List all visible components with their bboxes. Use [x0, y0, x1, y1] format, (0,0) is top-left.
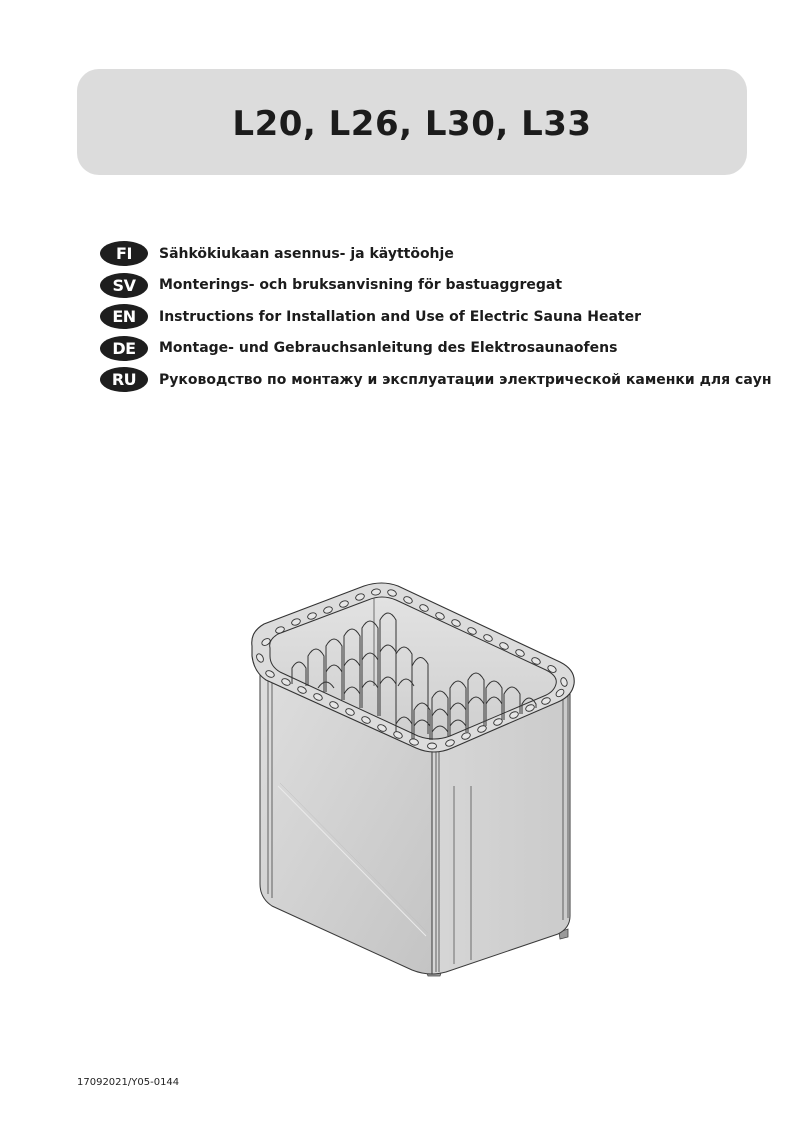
language-title-de: Montage- und Gebrauchsanleitung des Elektrosaunaofens [159, 340, 618, 357]
language-list [100, 238, 772, 396]
language-badge-en: EN [100, 304, 148, 329]
language-title-ru: Руководство по монтажу и эксплуатации электрической каменки для саун [159, 371, 772, 388]
sauna-heater-illustration [246, 576, 582, 984]
title-box [77, 69, 747, 175]
language-badge-fi: FI [100, 241, 148, 266]
language-row-ru [100, 364, 772, 396]
language-title-en: Instructions for Installation and Use of Electric Sauna Heater [159, 308, 642, 325]
language-title-sv: Monterings- och bruksanvisning för bastuaggregat [159, 277, 563, 294]
language-row-sv [100, 270, 760, 302]
language-title-fi: Sähkökiukaan asennus- ja käyttöohje [159, 245, 454, 262]
sauna-heater-icon [246, 576, 582, 984]
language-row-de [100, 333, 760, 365]
page-title: L20, L26, L30, L33 [232, 104, 592, 144]
language-row-en [100, 301, 760, 333]
language-badge-ru: RU [100, 367, 148, 392]
language-row-fi [100, 238, 760, 270]
document-code: 17092021/Y05-0144 [77, 1077, 180, 1088]
language-badge-de: DE [100, 336, 148, 361]
language-badge-sv: SV [100, 273, 148, 298]
